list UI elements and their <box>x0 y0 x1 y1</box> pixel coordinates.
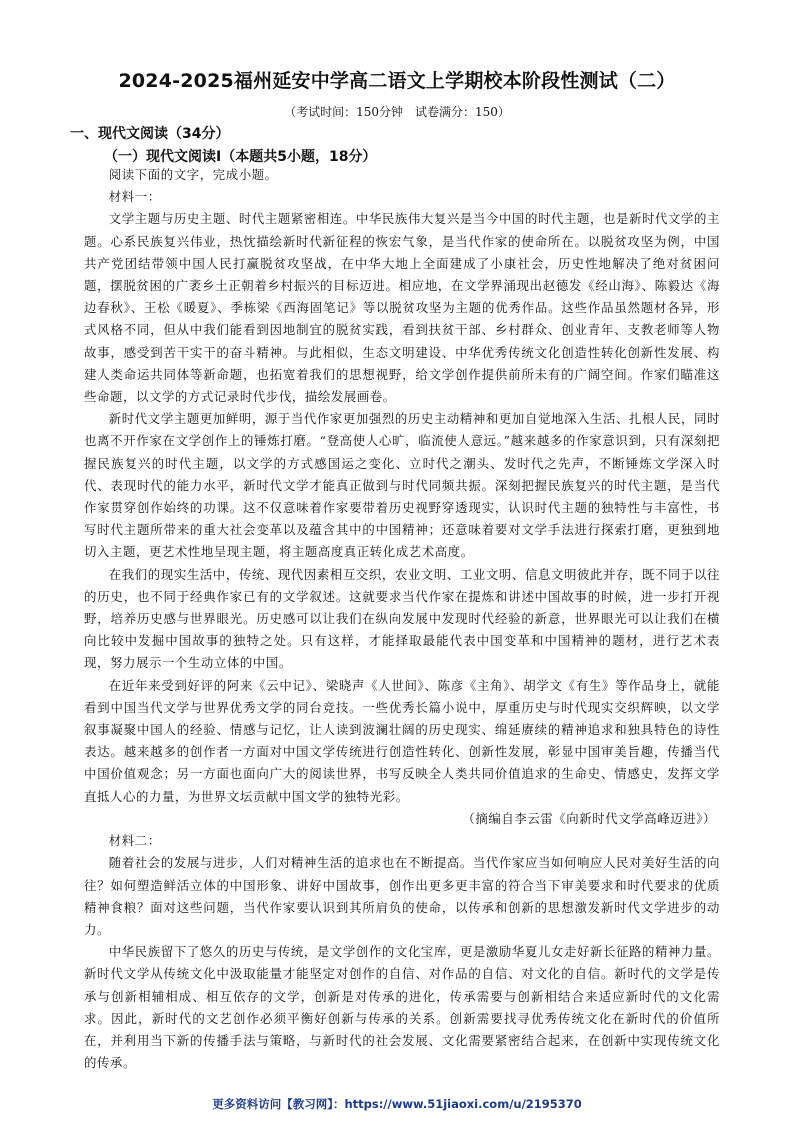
material2-paragraph: 随着社会的发展与进步，人们对精神生活的追求也在不断提高。当代作家应当如何响应人民对美好生活的向往？如何塑造鲜活立体的中国形象、讲好中国故事，创作出更多更丰富的符合当下审美要求和时代要求的优质精神食粮？面对这些问题，当代作家要认识到其所肩负的使命，以传承和创新的思想激发新时代文学进步的动力。 <box>84 855 720 937</box>
sub-section-heading: （一）现代文阅读Ⅰ（本题共5小题，18分） <box>104 149 377 165</box>
material2-label: 材料二： <box>108 833 161 849</box>
material1-paragraph: 在我们的现实生活中，传统、现代因素相互交织，农业文明、工业文明、信息文明彼此并存，既不同于以往的历史，也不同于经典作家已有的文学叙述。这就要求当代作家在提炼和讲述中国故事的时候，进一步打开视野，培养历史感与世界眼光。历史感可以让我们在纵向发展中发现时代经验的新意，世界眼光可以让我们在横向比较中发掘中国故事的独特之处。只有这样，才能择取最能代表中国变革和中国精神的题材，进行艺术表现，努力展示一个生动立体的中国。 <box>84 566 720 671</box>
material1-label: 材料一： <box>108 189 161 205</box>
material2-paragraph: 中华民族留下了悠久的历史与传统，是文学创作的文化宝库，更是激励华夏儿女走好新长征路的精神力量。新时代文学从传统文化中汲取能量才能坚定对创作的自信、对作品的自信、对文化的自信。新时代的文学是传承与创新相辅相成、相互依存的文学，创新是对传承的进化，传承需要与创新相结合来适应新时代的文化需求。因此，新时代的文艺创作必须平衡好创新与传承的关系。创新需要找寻优秀传统文化在新时代的价值所在，并利用当下新的传播手法与策略，与新时代的社会发展、文化需要紧密结合起来，在创新中实现传统文化的传承。 <box>84 944 720 1071</box>
material1-paragraph: 在近年来受到好评的阿来《云中记》、梁晓声《人世间》、陈彦《主角》、胡学文《有生》等作品身上，就能看到中国当代文学与世界优秀文学的同台竞技。一些优秀长篇小说中，厚重历史与时代现实交织辉映，以文学叙事凝聚中国人的经验、情感与记忆，让人读到波澜壮阔的历史现实、绵延赓续的精神追求和独具特色的诗性表达。越来越多的创作者一方面对中国文学传统进行创造性转化、创新性发展，彰显中国审美旨趣，传播当代中国价值观念；另一方面也面向广大的阅读世界，书写反映全人类共同价值追求的生命史、情感史，发挥文学直抵人心的力量，为世界文坛贡献中国文学的独特光彩。 <box>84 677 720 804</box>
section-heading: 一、现代文阅读（34分） <box>70 126 230 142</box>
material1-paragraph: 新时代文学主题更加鲜明，源于当代作家更加强烈的历史主动精神和更加自觉地深入生活、扎根人民，同时也离不开作家在文学创作上的锤炼打磨。“登高使人心旷，临流使人意远。”越来越多的作家意识到，只有深刻把握民族复兴的时代主题，以文学的方式感国运之变化、立时代之潮头、发时代之先声，不断锤炼文学深入时代、表现时代的能力水平，新时代文学才能真正做到与时代同频共振。深刻把握民族复兴的时代主题，是当代作家贯穿创作始终的功课。这不仅意味着作家要带着历史视野穿透现实，认识时代主题的独特性与丰富性，书写时代主题所带来的重大社会变革以及蕴含其中的中国精神；还意味着要对文学手法进行探索打磨，更独到地切入主题，更艺术性地呈现主题，将主题高度真正转化成艺术高度。 <box>84 411 720 560</box>
exam-info: （考试时间：150分钟 试卷满分：150） <box>284 105 510 119</box>
instruction-text: 阅读下面的文字，完成小题。 <box>108 167 278 182</box>
footer-link[interactable]: 更多资料访问【教习网】：https://www.51jiaoxi.com/u/2195370 <box>212 1097 582 1111</box>
page-title: 2024-2025福州延安中学高二语文上学期校本阶段性测试（二） <box>118 70 676 92</box>
material1-paragraph: 文学主题与历史主题、时代主题紧密相连。中华民族伟大复兴是当今中国的时代主题，也是新时代文学的主题。心系民族复兴伟业，热忱描绘新时代新征程的恢宏气象，是当代作家的使命所在。以脱贫攻坚为例，中国共产党团结带领中国人民打赢脱贫攻坚战，在中华大地上全面建成了小康社会，历史性地解决了绝对贫困问题，摆脱贫困的广袤乡土正朝着乡村振兴的目标迈进。相应地，在文学界涌现出赵德发《经山海》、陈毅达《海边春秋》、王松《暖夏》、季栋梁《西海固笔记》等以脱贫攻坚为主题的优秀作品。这些作品虽然题材各异，形式风格不同，但从中我们能看到因地制宜的脱贫实践，看到扶贫干部、乡村群众、创业青年、支教老师等人物故事，感受到苦干实干的奋斗精神。与此相似，生态文明建设、中华优秀传统文化创造性转化创新性发展、构建人类命运共同体等新命题，也拓宽着我们的思想视野，给文学创作提供前所未有的广阔空间。作家们瞄准这些命题，以文学的方式记录时代步伐，描绘发展画卷。 <box>84 211 720 405</box>
material1-source: （摘编自李云雷《向新时代文学高峰迈进》） <box>462 810 716 826</box>
reading-passage <box>84 164 720 1074</box>
